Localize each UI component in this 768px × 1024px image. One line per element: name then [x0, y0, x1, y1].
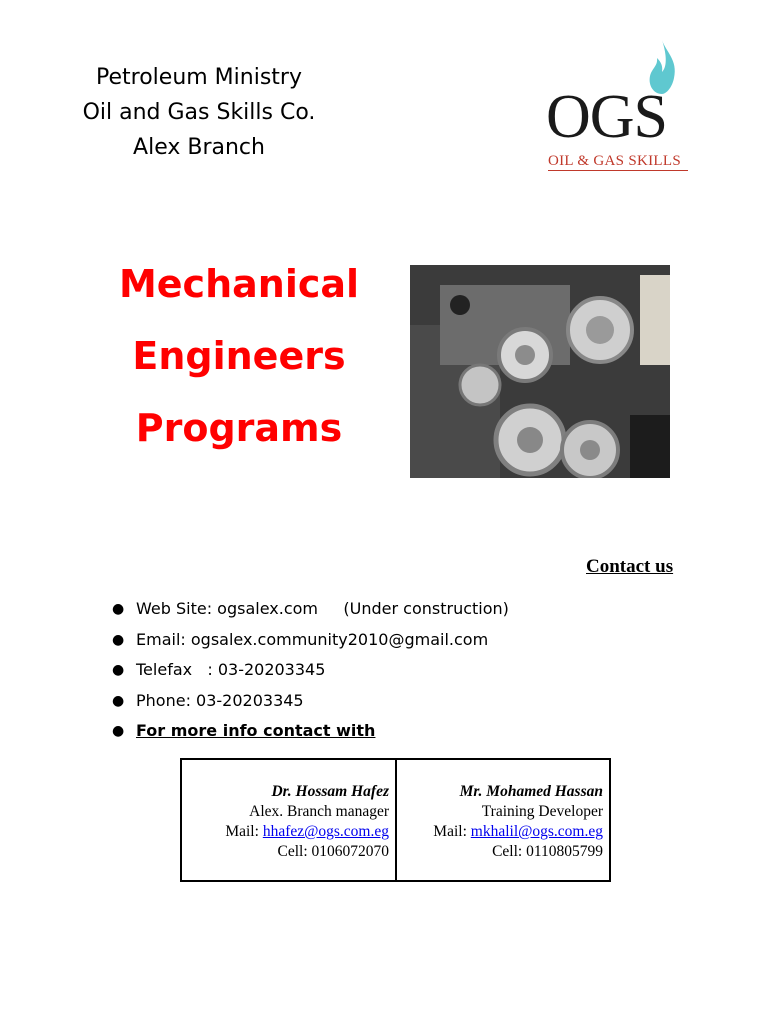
- person-cell: Cell: 0106072070: [277, 843, 389, 860]
- more-info-text: For more info contact with: [136, 721, 376, 740]
- title-line-3: Programs: [135, 406, 343, 450]
- bullet-icon: ●: [112, 631, 125, 648]
- person-cell: Cell: 0110805799: [492, 843, 603, 860]
- contact-persons-table: [180, 758, 611, 882]
- logo-tagline: OIL & GAS SKILLS: [548, 152, 688, 171]
- org-line-company: Oil and Gas Skills Co.: [82, 100, 316, 125]
- mail-link[interactable]: mkhalil@ogs.com.eg: [470, 823, 603, 840]
- engine-photo: [410, 265, 670, 478]
- contact-heading: Contact us: [586, 556, 674, 577]
- person-name: Dr. Hossam Hafez: [271, 783, 389, 800]
- person-card-manager: [182, 760, 397, 880]
- list-item: [112, 688, 509, 719]
- person-mail: [397, 822, 603, 842]
- organization-header: [40, 60, 358, 165]
- bullet-icon: ●: [112, 662, 125, 678]
- title-line-2: Engineers: [132, 334, 346, 378]
- person-role: Alex. Branch manager: [249, 803, 389, 820]
- engine-illustration: [410, 265, 670, 478]
- bullet-icon: ●: [112, 692, 125, 709]
- website-item: Web Site: ogsalex.com (Under construction): [136, 599, 509, 618]
- logo-letters: OGS: [546, 83, 668, 151]
- person-mail: [182, 822, 389, 842]
- person-name: Mr. Mohamed Hassan: [459, 783, 603, 800]
- contact-list: [112, 596, 509, 749]
- email-item: Email: ogsalex.community2010@gmail.com: [136, 629, 489, 649]
- ogs-logo: [540, 38, 700, 178]
- list-item: [112, 657, 509, 688]
- title-line-1: Mechanical: [118, 262, 360, 306]
- person-role: Training Developer: [481, 803, 603, 820]
- phone-item: Phone: 03-20203345: [136, 690, 304, 710]
- telefax-item: Telefax : 03-20203345: [136, 660, 326, 679]
- list-item: [112, 596, 509, 627]
- page-title: [80, 252, 398, 468]
- bullet-icon: ●: [112, 723, 125, 739]
- mail-link[interactable]: hhafez@ogs.com.eg: [262, 823, 389, 840]
- org-line-ministry: Petroleum Ministry: [96, 65, 302, 90]
- person-card-developer: [397, 760, 609, 880]
- list-item: [112, 718, 509, 749]
- mail-prefix: Mail:: [225, 823, 263, 840]
- list-item: [112, 627, 509, 658]
- mail-prefix: Mail:: [433, 823, 471, 840]
- bullet-icon: ●: [112, 601, 125, 617]
- org-line-branch: Alex Branch: [133, 135, 265, 160]
